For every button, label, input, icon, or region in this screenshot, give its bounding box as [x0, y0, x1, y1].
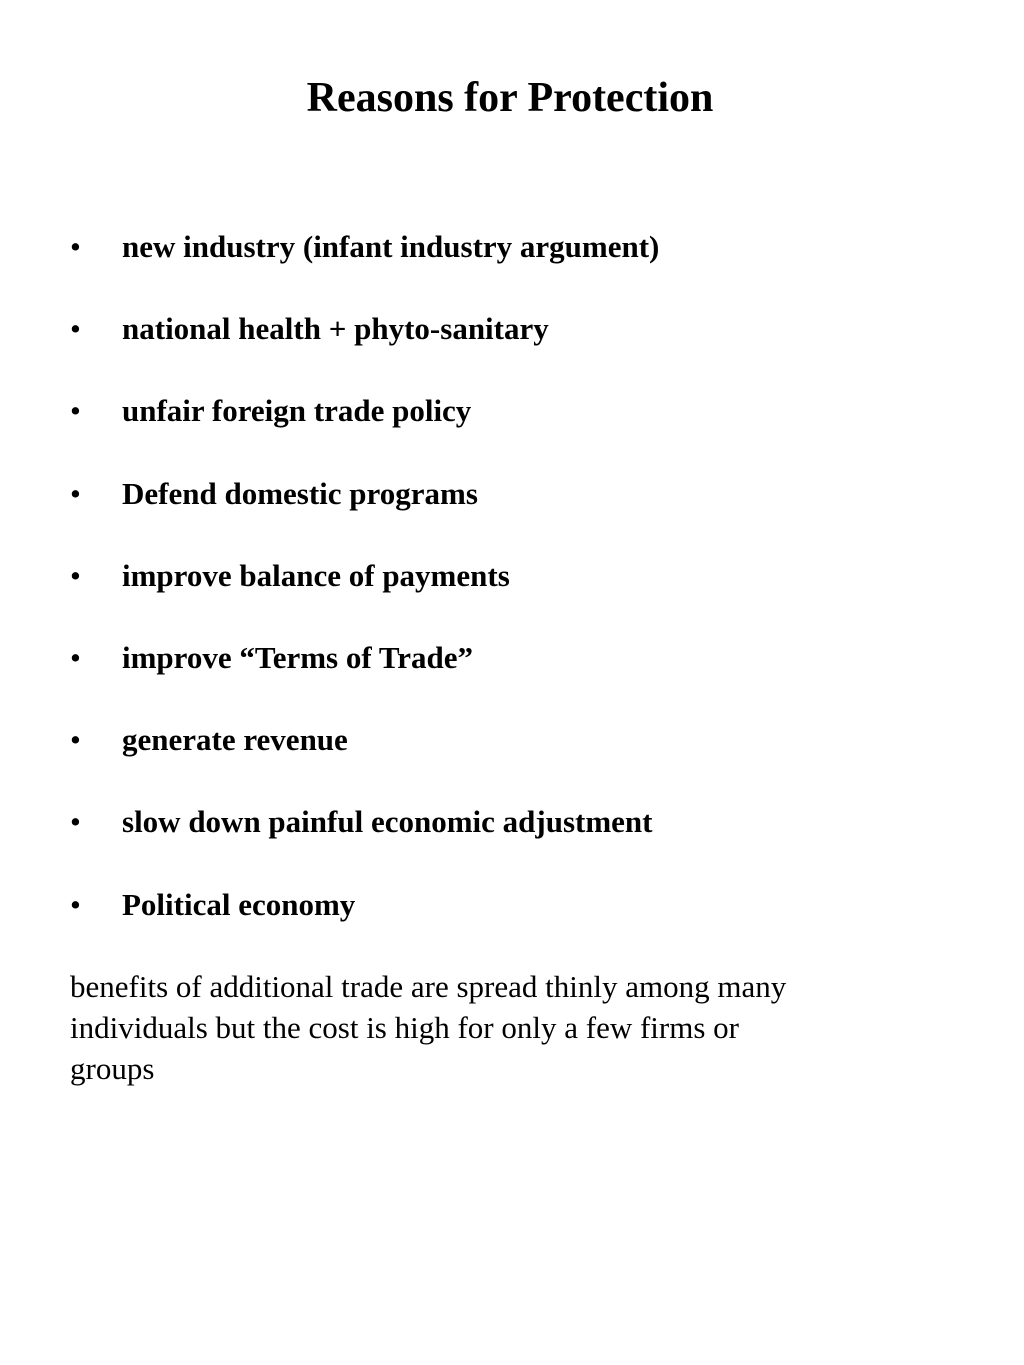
bullet-icon: • [70, 229, 81, 264]
bullet-text: improve “Terms of Trade” [122, 639, 474, 675]
bullet-text: Political economy [122, 886, 356, 922]
bullet-icon: • [70, 311, 81, 347]
bullet-text: new industry (infant industry argument) [122, 229, 660, 264]
explanation-paragraph: benefits of additional trade are spread thinly among many individuals but the cost is high for only a few firms or groups [70, 969, 787, 1086]
bullet-icon: • [70, 475, 81, 511]
bullet-text: slow down painful economic adjustment [122, 804, 653, 840]
slide-title: Reasons for Protection [306, 75, 714, 121]
bullet-text: generate revenue [122, 722, 348, 758]
bullet-icon: • [70, 722, 81, 758]
bullet-text: improve balance of payments [122, 557, 510, 593]
bullet-icon: • [70, 557, 81, 593]
bullet-icon: • [70, 804, 81, 840]
bullet-text: national health + phyto-sanitary [122, 311, 549, 347]
bullet-icon: • [70, 639, 81, 675]
bullet-text: Defend domestic programs [122, 475, 478, 511]
bullet-icon: • [70, 886, 81, 922]
bullet-text: unfair foreign trade policy [122, 393, 472, 429]
bullet-icon: • [70, 393, 81, 429]
